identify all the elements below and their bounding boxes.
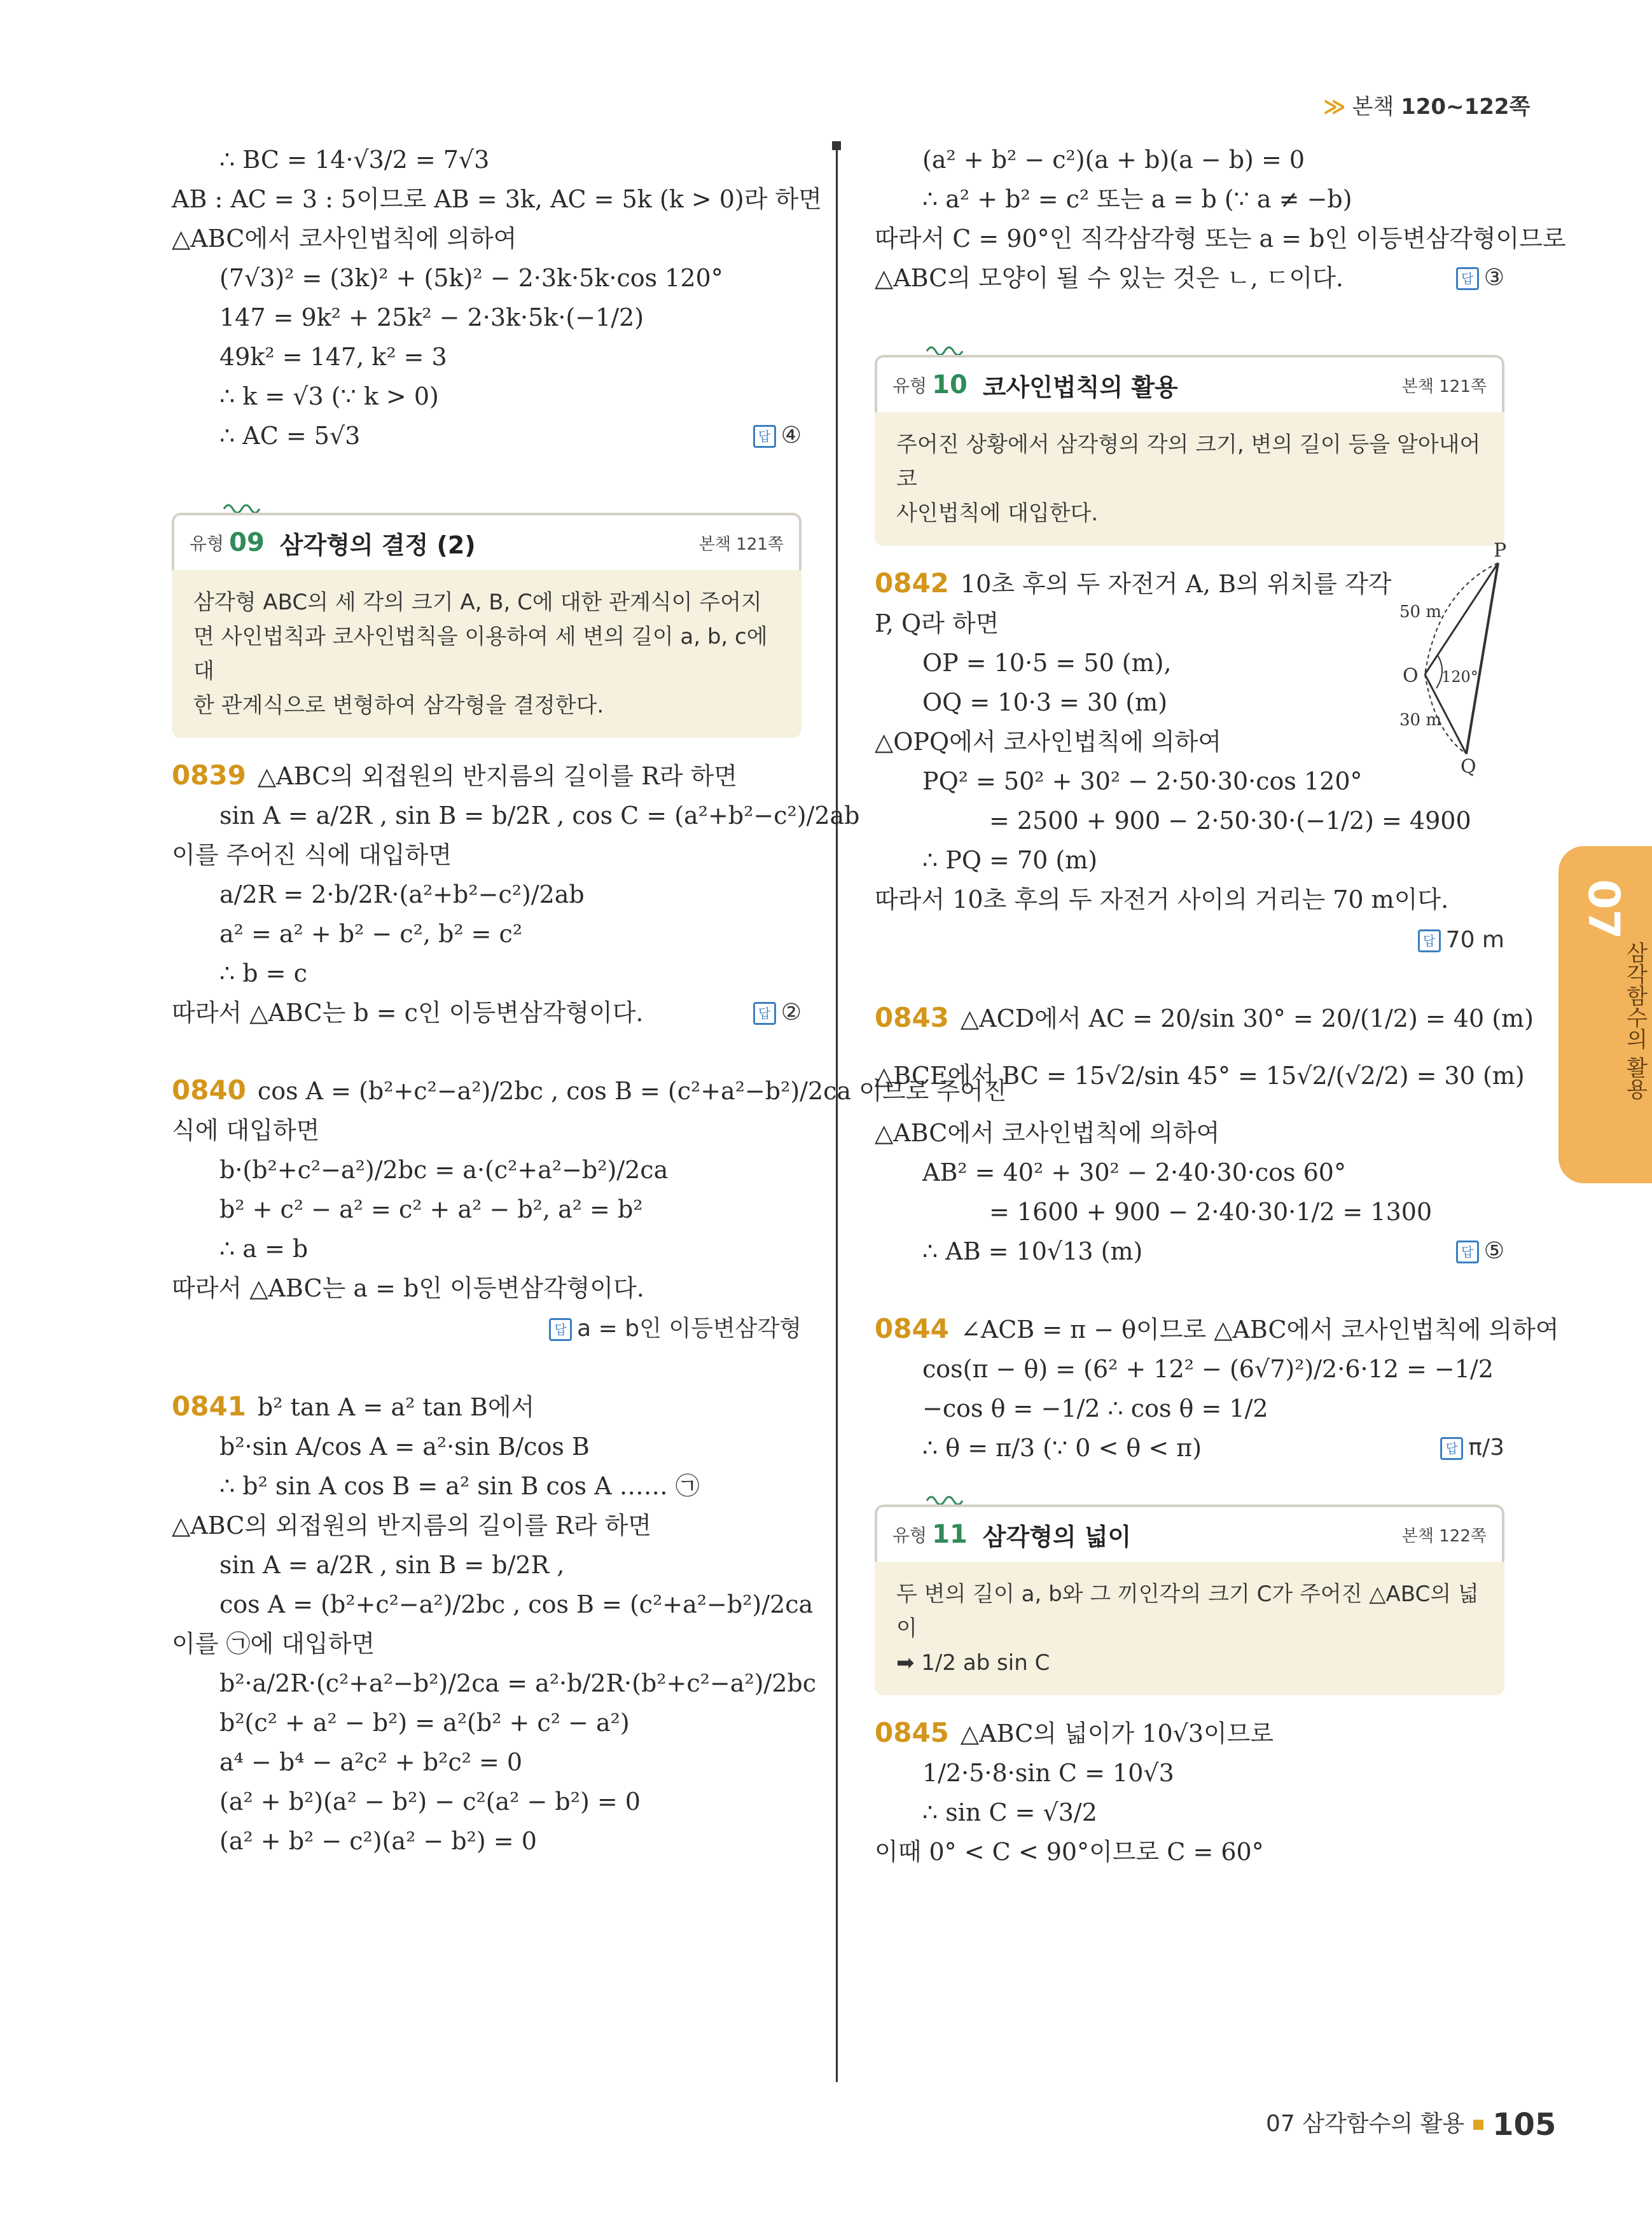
answer-value: ② xyxy=(781,999,802,1025)
point-p-label: P xyxy=(1494,541,1507,562)
type-text: 두 변의 길이 a, b와 그 끼인각의 크기 C가 주어진 △ABC의 넓이 xyxy=(896,1581,1479,1641)
type-text: 삼각형 ABC의 세 각의 크기 A, B, C에 대한 관계식이 주어지 xyxy=(193,590,762,615)
type-title: 코사인법칙의 활용 xyxy=(982,373,1178,401)
page-range: 120~122쪽 xyxy=(1401,94,1531,120)
type-number: 11 xyxy=(932,1520,968,1549)
column-divider xyxy=(836,145,838,2082)
type-description xyxy=(172,570,802,738)
answer-mark xyxy=(1456,1232,1504,1271)
footer-chapter: 07 삼각함수의 활용 xyxy=(1266,2111,1465,2137)
book-label: 본책 xyxy=(1352,94,1394,120)
type-title: 삼각형의 넓이 xyxy=(982,1522,1132,1551)
solution-line: b² + c² − a² = c² + a² − b², a² = b² xyxy=(219,1195,643,1223)
solution-line: 식에 대입하면 xyxy=(172,1116,320,1144)
solution-line: = 1600 + 900 − 2·40·30·1/2 = 1300 xyxy=(989,1198,1433,1226)
solution-line: △ACD에서 AC = 20/sin 30° = 20/(1/2) = 40 (m) xyxy=(960,1004,1534,1032)
type-label: 유형 xyxy=(892,1525,927,1546)
solution-line: △ABC에서 코사인법칙에 의하여 xyxy=(875,1119,1220,1147)
solution-line: ∴ k = √3 (∵ k > 0) xyxy=(219,382,439,410)
type-number: 09 xyxy=(229,528,265,557)
type-label: 유형 xyxy=(892,375,927,396)
problem-0845-heading xyxy=(875,1713,1504,1753)
solution-line: 따라서 C = 90°인 직각삼각형 또는 a = b인 이등변삼각형이므로 xyxy=(875,225,1566,253)
solution-line: (a² + b²)(a² − b²) − c²(a² − b²) = 0 xyxy=(219,1788,641,1816)
wave-decoration-icon xyxy=(926,341,964,355)
answer-icon: 답 xyxy=(753,1002,776,1025)
answer-mark xyxy=(1456,258,1504,298)
right-column xyxy=(875,140,1566,1872)
solution-line: △ABC의 넓이가 10√3이므로 xyxy=(960,1720,1274,1748)
solution-line: ∴ BC = 14·√3/2 = 7√3 xyxy=(219,146,490,174)
solution-line: cos A = (b²+c²−a²)/2bc , cos B = (c²+a²−b²)/2ca xyxy=(219,1590,814,1618)
solution-line: −cos θ = −1/2 ∴ cos θ = 1/2 xyxy=(922,1394,1268,1422)
answer-icon: 답 xyxy=(549,1318,572,1341)
solution-line: △BCE에서 BC = 15√2/sin 45° = 15√2/(√2/2) = 30 (m) xyxy=(875,1062,1525,1090)
type-title: 삼각형의 결정 (2) xyxy=(279,531,476,559)
solution-line: △ABC의 모양이 될 수 있는 것은 ㄴ, ㄷ이다. xyxy=(875,264,1343,292)
solution-line: b·(b²+c²−a²)/2bc = a·(c²+a²−b²)/2ca xyxy=(219,1156,669,1184)
solution-line: 10초 후의 두 자전거 A, B의 위치를 각각 xyxy=(960,570,1392,598)
bicycle-position-diagram xyxy=(1399,541,1514,776)
solution-line: 따라서 △ABC는 a = b인 이등변삼각형이다. xyxy=(172,1274,644,1302)
type-reference: 본책 121쪽 xyxy=(698,534,784,554)
solution-line: = 2500 + 900 − 2·50·30·(−1/2) = 4900 xyxy=(989,807,1471,835)
page-number: 105 xyxy=(1492,2107,1557,2143)
solution-line: 이를 주어진 식에 대입하면 xyxy=(172,841,452,869)
problem-number: 0843 xyxy=(875,1002,949,1033)
solution-line: AB² = 40² + 30² − 2·40·30·cos 60° xyxy=(922,1158,1346,1186)
problem-number: 0840 xyxy=(172,1074,246,1106)
type-label: 유형 xyxy=(190,533,225,554)
solution-line: ∴ sin C = √3/2 xyxy=(922,1798,1097,1826)
solution-line: a/2R = 2·b/2R·(a²+b²−c²)/2ab xyxy=(219,880,585,908)
problem-number: 0844 xyxy=(875,1313,949,1344)
type-text: 사인법칙에 대입한다. xyxy=(896,501,1099,526)
solution-line: ∴ a = b xyxy=(219,1235,309,1263)
solution-line: △OPQ에서 코사인법칙에 의하여 xyxy=(875,728,1222,756)
solution-line: b²·a/2R·(c²+a²−b²)/2ca = a²·b/2R·(b²+c²−a²)/2bc xyxy=(219,1669,817,1697)
solution-line: AB : AC = 3 : 5이므로 AB = 3k, AC = 5k (k > 0)라 하면 xyxy=(172,185,822,213)
answer-value: π/3 xyxy=(1468,1435,1504,1461)
solution-line: ∴ PQ = 70 (m) xyxy=(922,846,1098,874)
type-11-box xyxy=(875,1505,1504,1695)
answer-mark xyxy=(753,416,802,455)
answer-icon: 답 xyxy=(1456,1241,1479,1263)
solution-line: OQ = 10·3 = 30 (m) xyxy=(922,688,1168,716)
solution-line: ∠ACB = π − θ이므로 △ABC에서 코사인법칙에 의하여 xyxy=(960,1316,1559,1344)
solution-line: OP = 10·5 = 50 (m), xyxy=(922,649,1172,677)
answer-mark xyxy=(753,993,802,1032)
problem-number: 0839 xyxy=(172,760,246,791)
op-length-label: 50 m xyxy=(1399,602,1442,622)
double-chevron-icon: ≫ xyxy=(1323,94,1346,120)
solution-line-with-answer xyxy=(875,258,1504,298)
type-09-box xyxy=(172,513,802,738)
answer-line xyxy=(875,919,1504,960)
problem-0843-heading xyxy=(875,998,1534,1038)
solution-line: △ABC의 외접원의 반지름의 길이를 R라 하면 xyxy=(172,1512,651,1539)
solution-line: 따라서 △ABC는 b = c인 이등변삼각형이다. xyxy=(172,999,644,1027)
answer-value: ⑤ xyxy=(1483,1238,1504,1264)
solution-line-with-answer xyxy=(172,416,802,455)
type-text: 주어진 상황에서 삼각형의 각의 크기, 변의 길이 등을 알아내어 코 xyxy=(896,432,1481,492)
solution-line: (a² + b² − c²)(a² − b²) = 0 xyxy=(219,1827,537,1855)
solution-line: cos A = (b²+c²−a²)/2bc , cos B = (c²+a²−b²)/2ca 이므로 주어진 xyxy=(257,1077,1007,1105)
answer-value: ③ xyxy=(1483,265,1504,291)
solution-line: P, Q라 하면 xyxy=(875,609,999,637)
square-bullet-icon xyxy=(1473,2120,1483,2130)
problem-0839-heading xyxy=(172,756,802,796)
chapter-title: 삼각함수의 활용 xyxy=(1622,942,1648,1100)
solution-line-with-answer xyxy=(172,993,802,1032)
problem-number: 0841 xyxy=(172,1391,246,1422)
solution-line-with-answer xyxy=(875,1232,1504,1271)
solution-line: △ABC에서 코사인법칙에 의하여 xyxy=(172,225,517,253)
type-description xyxy=(875,1562,1504,1695)
type-header xyxy=(875,1505,1504,1562)
solution-line: 1/2·5·8·sin C = 10√3 xyxy=(922,1759,1174,1787)
solution-line: b² tan A = a² tan B에서 xyxy=(257,1393,535,1421)
problem-0840-heading xyxy=(172,1071,1007,1111)
solution-line: (a² + b² − c²)(a + b)(a − b) = 0 xyxy=(922,146,1305,174)
wave-decoration-icon xyxy=(223,499,261,513)
solution-line: sin A = a/2R , sin B = b/2R , cos C = (a²+b²−c²)/2ab xyxy=(219,802,860,830)
answer-value: ④ xyxy=(781,422,802,448)
point-q-label: Q xyxy=(1461,756,1476,776)
solution-line: 이를 ㉠에 대입하면 xyxy=(172,1630,375,1658)
type-description xyxy=(875,412,1504,546)
solution-line: ∴ θ = π/3 (∵ 0 < θ < π) xyxy=(922,1434,1202,1462)
type-reference: 본책 121쪽 xyxy=(1401,377,1487,396)
answer-line xyxy=(172,1308,802,1349)
type-header xyxy=(875,355,1504,412)
type-number: 10 xyxy=(932,370,968,400)
answer-icon: 답 xyxy=(1418,929,1441,952)
book-page-reference xyxy=(1323,89,1531,120)
solution-line: PQ² = 50² + 30² − 2·50·30·cos 120° xyxy=(922,767,1363,795)
answer-mark xyxy=(549,1309,802,1349)
solution-line: 49k² = 147, k² = 3 xyxy=(219,343,447,371)
answer-value: 70 m xyxy=(1445,927,1504,953)
solution-line: b²·sin A/cos A = a²·sin B/cos B xyxy=(219,1433,590,1461)
type-reference: 본책 122쪽 xyxy=(1401,1526,1487,1546)
type-header xyxy=(172,513,802,570)
page-footer xyxy=(1266,2106,1557,2143)
solution-line: b²(c² + a² − b²) = a²(b² + c² − a²) xyxy=(219,1709,630,1737)
solution-line: ∴ b = c xyxy=(219,959,307,987)
type-text: ➡ 1/2 ab sin C xyxy=(896,1650,1050,1676)
solution-line: ∴ AB = 10√13 (m) xyxy=(922,1237,1143,1265)
solution-line: a⁴ − b⁴ − a²c² + b²c² = 0 xyxy=(219,1748,523,1776)
segment-pq xyxy=(1466,563,1498,754)
problem-number: 0845 xyxy=(875,1717,949,1748)
solution-line: 따라서 10초 후의 두 자전거 사이의 거리는 70 m이다. xyxy=(875,886,1449,914)
solution-line: △ABC의 외접원의 반지름의 길이를 R라 하면 xyxy=(257,762,737,790)
solution-line: a² = a² + b² − c², b² = c² xyxy=(219,920,523,948)
chapter-side-tab[interactable] xyxy=(1558,846,1652,1183)
type-10-box xyxy=(875,355,1504,546)
problem-0841-heading xyxy=(172,1387,802,1427)
solution-line: 이때 0° < C < 90°이므로 C = 60° xyxy=(875,1838,1264,1866)
answer-icon: 답 xyxy=(1440,1437,1463,1460)
angle-label: 120° xyxy=(1441,668,1478,686)
solution-line: ∴ a² + b² = c² 또는 a = b (∵ a ≠ −b) xyxy=(922,185,1352,213)
solution-line: 147 = 9k² + 25k² − 2·3k·5k·(−1/2) xyxy=(219,303,644,331)
solution-line: (7√3)² = (3k)² + (5k)² − 2·3k·5k·cos 120° xyxy=(219,264,723,292)
answer-icon: 답 xyxy=(1456,267,1479,290)
solution-line: ∴ AC = 5√3 xyxy=(219,422,361,450)
point-o-label: O xyxy=(1403,665,1419,687)
wave-decoration-icon xyxy=(926,1491,964,1505)
type-text: 한 관계식으로 변형하여 삼각형을 결정한다. xyxy=(193,693,604,718)
chapter-number: 07 xyxy=(1578,879,1628,940)
answer-icon: 답 xyxy=(753,425,776,448)
solution-line: cos(π − θ) = (6² + 12² − (6√7)²)/2·6·12 = −1/2 xyxy=(922,1355,1494,1383)
answer-value: a = b인 이등변삼각형 xyxy=(577,1316,802,1342)
answer-mark xyxy=(1440,1428,1504,1468)
answer-mark xyxy=(1418,921,1504,960)
solution-line: ∴ b² sin A cos B = a² sin B cos A …… ㉠ xyxy=(219,1472,700,1500)
solution-line-with-answer xyxy=(875,1428,1504,1468)
problem-number: 0842 xyxy=(875,567,949,599)
solution-line: sin A = a/2R , sin B = b/2R , xyxy=(219,1551,565,1579)
problem-0844-heading xyxy=(875,1309,1559,1349)
type-text: 면 사인법칙과 코사인법칙을 이용하여 세 변의 길이 a, b, c에 대 xyxy=(193,624,768,684)
oq-length-label: 30 m xyxy=(1399,711,1442,730)
